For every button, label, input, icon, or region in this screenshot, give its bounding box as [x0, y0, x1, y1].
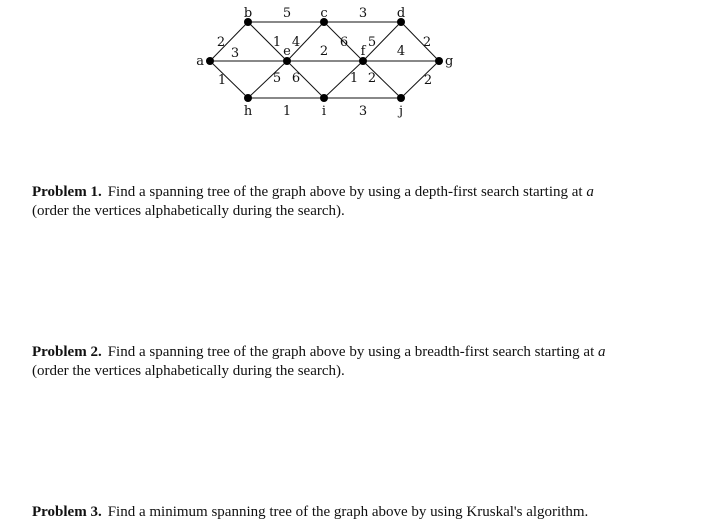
- vertex-i: [320, 94, 328, 102]
- problem-3-text-before: Find a minimum spanning tree of the graph above by using Kruskal's algorithm.: [107, 504, 589, 520]
- edge-weight-e-h: 5: [272, 71, 282, 86]
- edge-weight-c-f: 6: [339, 35, 349, 50]
- problem-3-heading: Problem 3.: [32, 504, 102, 520]
- edge-weight-b-e: 1: [272, 35, 282, 50]
- edge-weight-c-d: 3: [358, 6, 368, 21]
- vertex-label-f: f: [360, 44, 366, 59]
- problem-3: [32, 503, 632, 522]
- edge-weight-j-g: 2: [423, 73, 433, 88]
- vertex-g: [435, 57, 443, 65]
- edge-a-h: [210, 61, 248, 98]
- vertex-label-a: a: [196, 54, 204, 69]
- problem-2-text: [32, 344, 606, 379]
- problem-1-text-after: (order the vertices alphabetically during the search).: [32, 203, 345, 219]
- edge-d-g: [401, 22, 439, 61]
- problem-2: [32, 343, 632, 381]
- vertex-label-i: i: [321, 104, 327, 119]
- edge-weight-c-e: 4: [291, 35, 301, 50]
- vertex-j: [397, 94, 405, 102]
- edge-b-e: [248, 22, 287, 61]
- vertex-label-c: c: [320, 6, 328, 21]
- vertex-label-d: d: [396, 6, 406, 21]
- edge-weight-d-g: 2: [422, 35, 432, 50]
- problem-2-heading: Problem 2.: [32, 344, 102, 360]
- edge-weight-h-i: 1: [282, 104, 292, 119]
- graph-figure: [0, 0, 703, 140]
- graph-vertices: [206, 18, 443, 102]
- problem-2-text-before: Find a spanning tree of the graph above by using a breadth-first search starting at: [107, 344, 598, 360]
- edge-weight-f-j: 2: [367, 71, 377, 86]
- edge-a-b: [210, 22, 248, 61]
- edge-weight-b-c: 5: [282, 6, 292, 21]
- vertex-label-g: g: [445, 54, 454, 69]
- vertex-label-e: e: [283, 44, 291, 59]
- vertex-h: [244, 94, 252, 102]
- vertex-a: [206, 57, 214, 65]
- edge-weight-f-g: 4: [396, 44, 406, 59]
- problem-1: [32, 183, 632, 221]
- graph-edges: [210, 22, 439, 98]
- problem-2-variable: a: [598, 344, 606, 360]
- edge-weight-a-h: 1: [217, 73, 227, 88]
- edge-e-h: [248, 61, 287, 98]
- edge-weight-i-f: 1: [349, 71, 359, 86]
- edge-weight-e-i: 6: [291, 71, 301, 86]
- edge-weight-a-e: 3: [230, 46, 240, 61]
- edge-weight-a-b: 2: [216, 35, 226, 50]
- edge-weight-d-f: 5: [367, 35, 377, 50]
- problem-2-text-after: (order the vertices alphabetically during the search).: [32, 363, 345, 379]
- vertex-label-b: b: [243, 6, 253, 21]
- edge-weight-e-f: 2: [319, 44, 329, 59]
- problem-1-variable: a: [586, 184, 594, 200]
- problem-1-text: [32, 184, 594, 219]
- problem-3-text: [108, 504, 589, 520]
- edge-j-g: [401, 61, 439, 98]
- problem-1-text-before: Find a spanning tree of the graph above by using a depth-first search starting at: [107, 184, 587, 200]
- vertex-label-h: h: [243, 104, 253, 119]
- problem-1-heading: Problem 1.: [32, 184, 102, 200]
- edge-weight-i-j: 3: [358, 104, 368, 119]
- vertex-label-j: j: [398, 104, 404, 119]
